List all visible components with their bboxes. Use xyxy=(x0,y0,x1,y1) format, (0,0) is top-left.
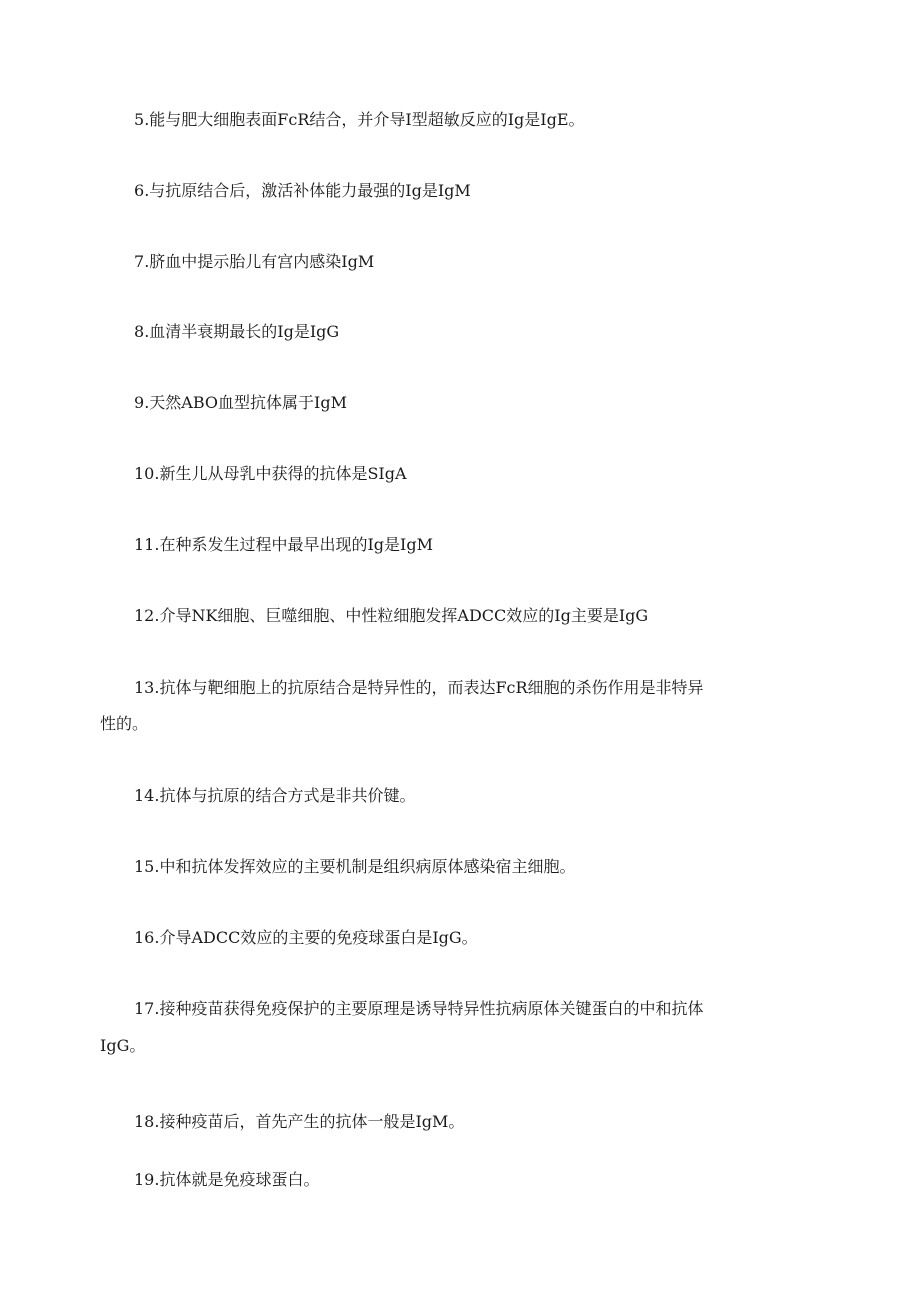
list-item xyxy=(134,320,339,344)
item-text: .介导NK细胞、巨噬细胞、中性粒细胞发挥ADCC效应的Ig主要是IgG xyxy=(154,606,649,625)
item-text: .接种疫苗获得免疫保护的主要原理是诱导特异性抗病原体关键蛋白的中和抗体 xyxy=(154,999,704,1018)
item-text: .能与肥大细胞表面FcR结合，并介导I型超敏反应的Ig是IgE。 xyxy=(144,110,585,129)
list-item xyxy=(134,604,648,628)
item-number: 17 xyxy=(134,999,155,1018)
item-text: .与抗原结合后，激活补体能力最强的Ig是IgM xyxy=(144,181,471,200)
list-item xyxy=(134,1168,319,1192)
item-text: .中和抗体发挥效应的主要机制是组织病原体感染宿主细胞。 xyxy=(154,857,576,876)
list-item xyxy=(134,108,585,132)
item-text: .抗体就是免疫球蛋白。 xyxy=(154,1170,320,1189)
item-number: 8 xyxy=(134,322,145,341)
item-text: .接种疫苗后，首先产生的抗体一般是IgM。 xyxy=(154,1112,465,1131)
list-item xyxy=(134,784,415,808)
list-item xyxy=(134,1110,464,1134)
item-number: 10 xyxy=(134,464,155,483)
list-item xyxy=(134,462,407,486)
list-item xyxy=(134,250,374,274)
item-number: 5 xyxy=(134,110,145,129)
item-number: 6 xyxy=(134,181,145,200)
item-text-continuation: IgG。 xyxy=(100,1036,146,1055)
item-number: 13 xyxy=(134,678,155,697)
list-item-continuation xyxy=(100,1034,145,1058)
item-text: .天然ABO血型抗体属于IgM xyxy=(144,393,347,412)
item-text-continuation: 性的。 xyxy=(100,714,149,733)
item-number: 18 xyxy=(134,1112,155,1131)
item-text: .新生儿从母乳中获得的抗体是SIgA xyxy=(154,464,407,483)
item-text: .抗体与抗原的结合方式是非共价键。 xyxy=(154,786,416,805)
list-item xyxy=(134,179,471,203)
list-item xyxy=(134,676,704,700)
list-item xyxy=(134,855,575,879)
item-number: 9 xyxy=(134,393,145,412)
item-number: 15 xyxy=(134,857,155,876)
item-number: 16 xyxy=(134,928,155,947)
list-item xyxy=(134,533,433,557)
item-number: 14 xyxy=(134,786,155,805)
item-number: 11 xyxy=(134,535,155,554)
item-text: .在种系发生过程中最早出现的Ig是IgM xyxy=(154,535,433,554)
item-text: .脐血中提示胎儿有宫内感染IgM xyxy=(144,252,375,271)
item-number: 12 xyxy=(134,606,155,625)
list-item xyxy=(134,997,703,1021)
item-number: 7 xyxy=(134,252,145,271)
list-item-continuation xyxy=(100,712,148,736)
item-text: .抗体与靶细胞上的抗原结合是特异性的，而表达FcR细胞的杀伤作用是非特异 xyxy=(154,678,704,697)
list-item xyxy=(134,926,478,950)
item-text: .介导ADCC效应的主要的免疫球蛋白是IgG。 xyxy=(154,928,478,947)
list-item xyxy=(134,391,347,415)
item-number: 19 xyxy=(134,1170,155,1189)
item-text: .血清半衰期最长的Ig是IgG xyxy=(144,322,340,341)
